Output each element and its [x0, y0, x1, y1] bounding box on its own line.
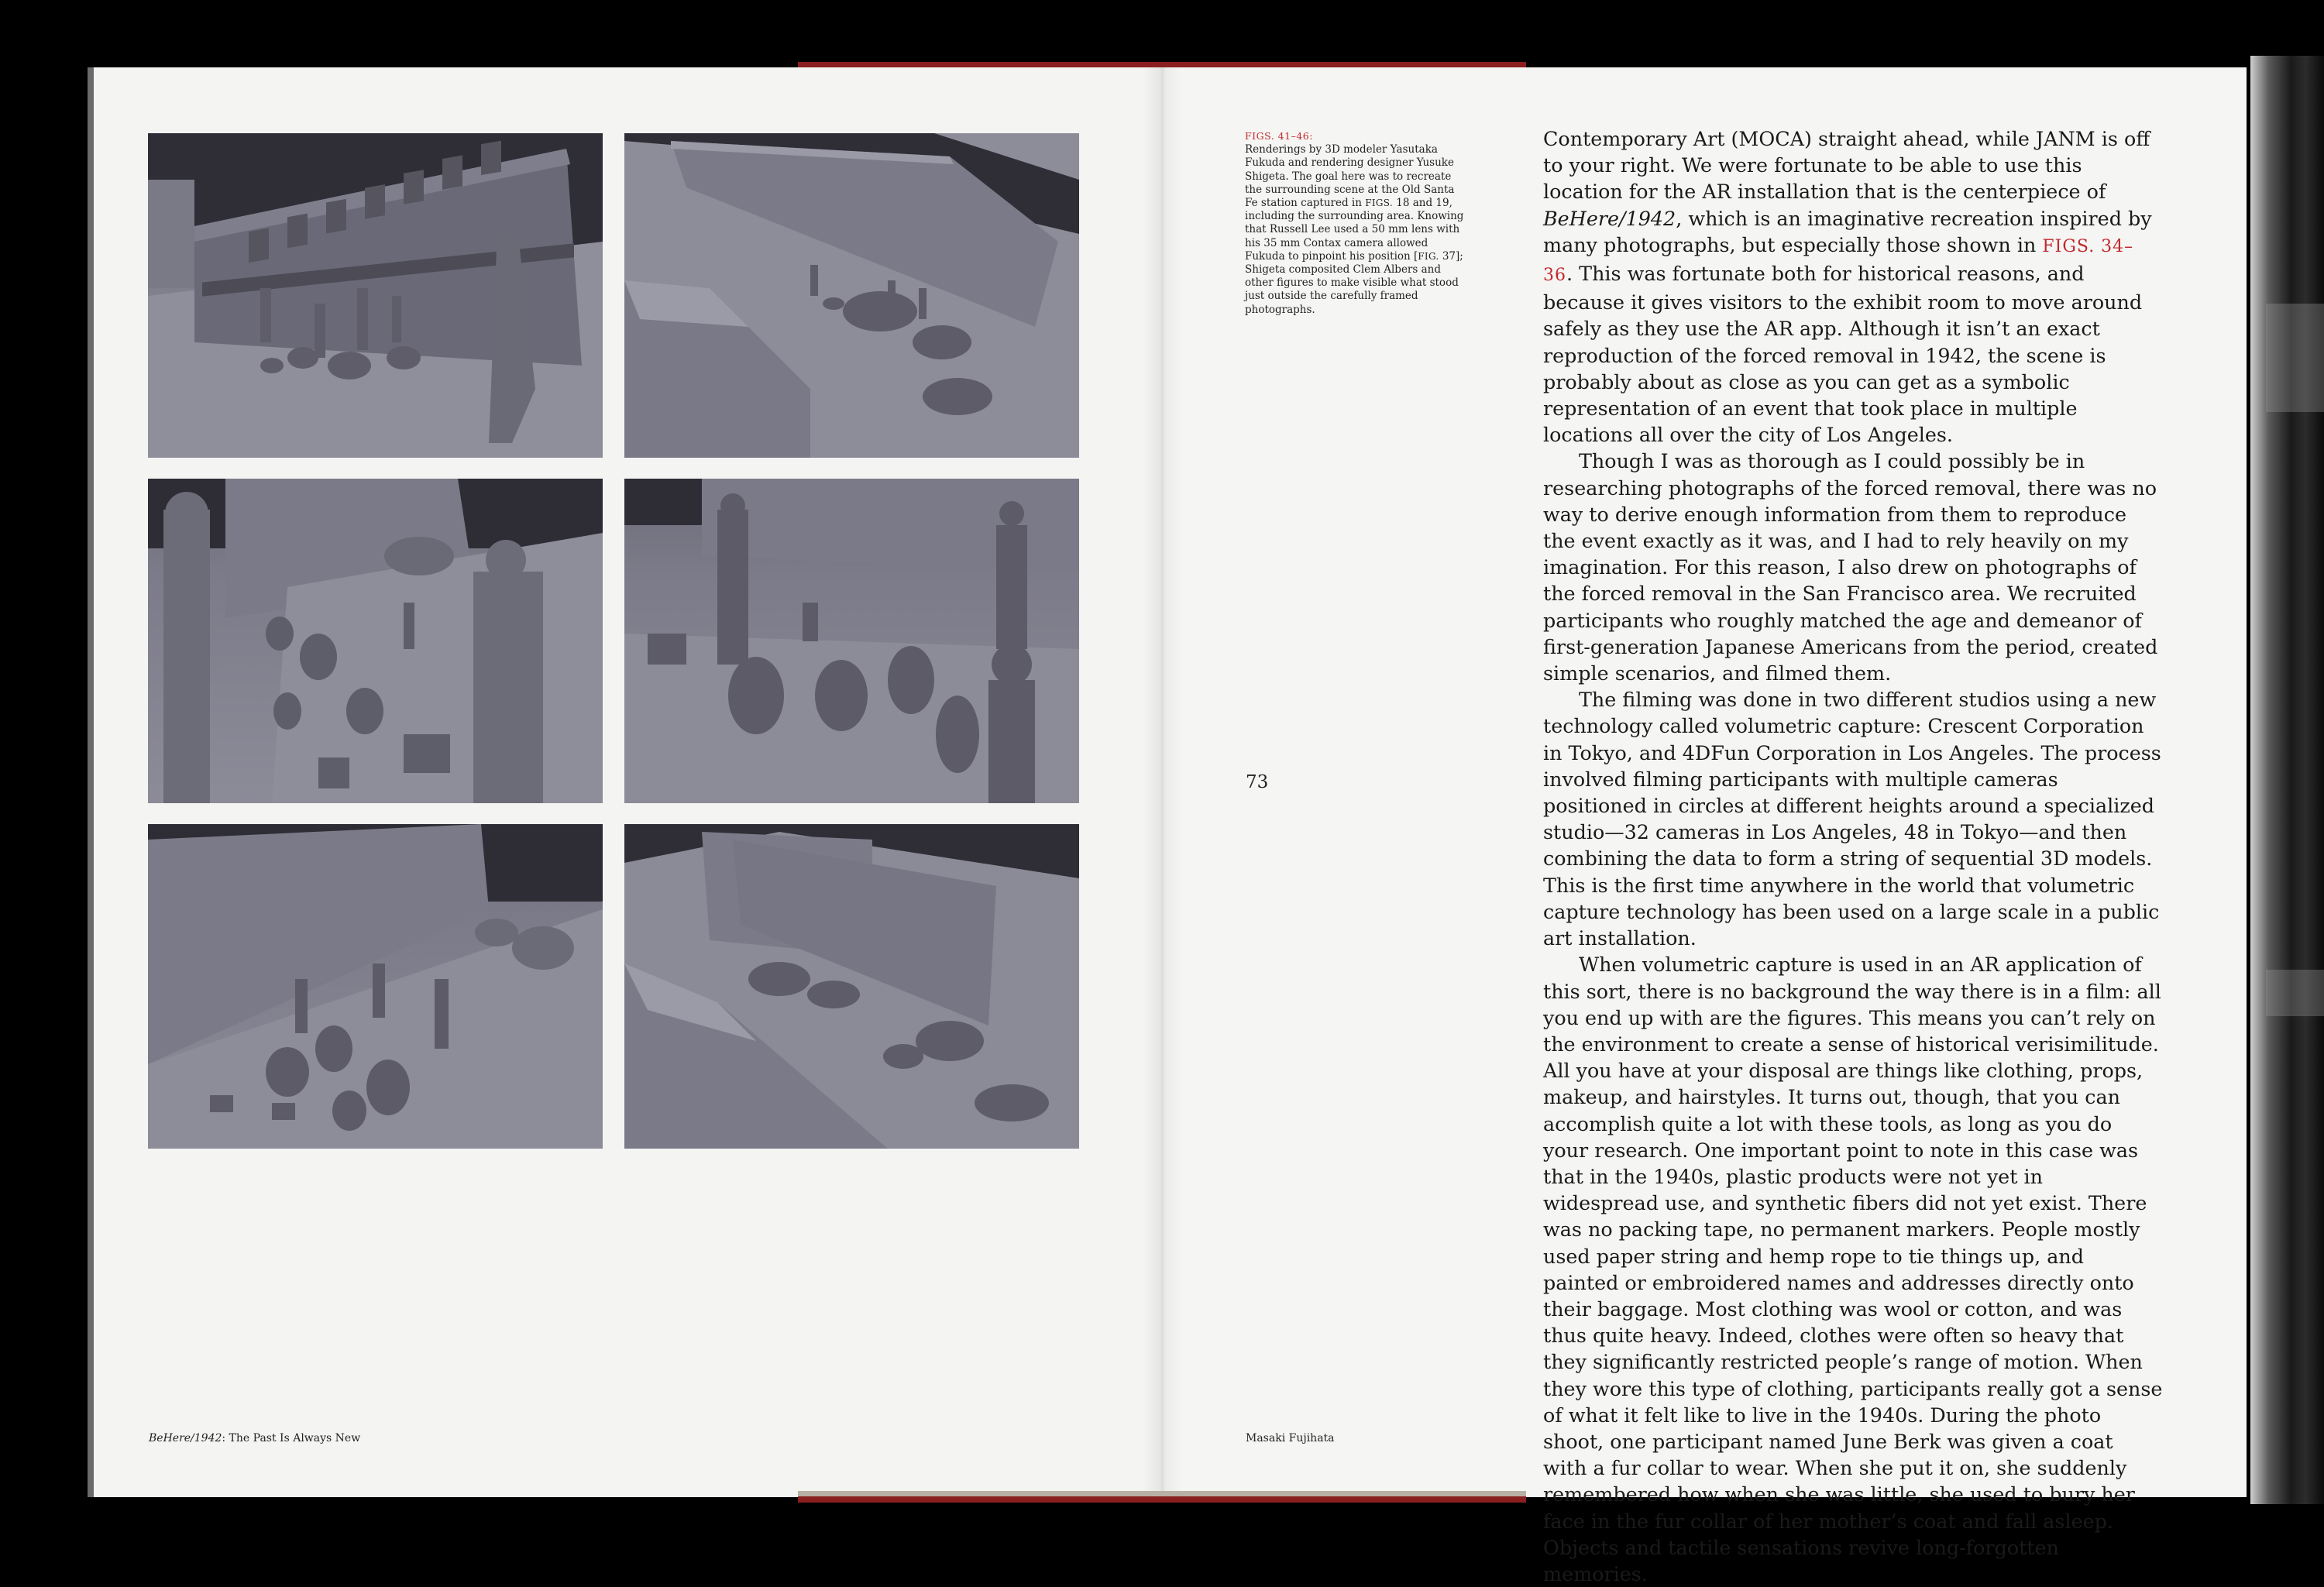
p1-part-b: , which is an imaginative recreation inspired by many photographs, but especially those shown in	[1543, 206, 2152, 256]
figure-render-1	[148, 133, 603, 458]
footer-right-author: Masaki Fujihata	[1246, 1432, 1335, 1444]
p1-figs-reference: FIGS. 34–36	[1543, 236, 2134, 286]
book-gutter	[1143, 67, 1181, 1497]
footer-left-running-head	[149, 1432, 360, 1444]
footer-book-title: BeHere/1942	[149, 1432, 222, 1444]
figure-render-3	[148, 479, 603, 803]
left-page-edge	[88, 67, 94, 1497]
figure-caption	[1245, 129, 1470, 317]
p1-part-a: Contemporary Art (MOCA) straight ahead, while JANM is off to your right. We were fortunate to be able to use this location for the AR installation that is the centerpiece of	[1543, 127, 2150, 204]
caption-text-1: Renderings by 3D modeler Yasutaka Fukuda and rendering designer Yusuke Shigeta. The goal here was to recreate the surrounding scene at the Old Santa Fe station captured in	[1245, 143, 1455, 210]
caption-text-2: 18 and 19, including the surrounding area. Knowing that Russell Lee used a 50 mm lens with his 35 mm Contax camera allowed Fukuda to pinpoint his position [	[1245, 197, 1464, 263]
next-page-edge	[2250, 56, 2324, 1504]
caption-figs-ref: FIGS.	[1365, 198, 1393, 209]
body-text	[1543, 125, 2163, 1587]
paragraph-4: When volumetric capture is used in an AR application of this sort, there is no background the way there is in a film: all you end up with are the figures. This means you can’t rely on the environment to create a sense of historical verisimilitude. All you have at your disposal are things like clothing, props, makeup, and hairstyles. It turns out, though, that you can accomplish quite a lot with these tools, as long as you do your research. One important point to note in this case was that in the 1940s, plastic products were not yet in widespread use, and synthetic fibers did not yet exist. There was no packing tape, no permanent markers. People mostly used paper string and hemp rope to tie things up, and painted or embroidered names and addresses directly onto their baggage. Most clothing was wool or cotton, and was thus quite heavy. Indeed, clothes were often so heavy that they significantly restricted people’s range of motion. When they wore this type of clothing, participants really got a sense of what it felt like to live in the 1940s. During the photo shoot, one participant named June Berk was given a coat with a fur collar to wear. When she put it on, she suddenly remembered how when she was little, she used to bury her face in the fur collar of her mother’s coat and fall asleep. Objects and tactile sensations revive long-forgotten memories.	[1543, 953, 2163, 1585]
figure-render-6	[624, 824, 1079, 1149]
caption-text-3: 37]; Shigeta composited Clem Albers and other figures to make visible what stood just outside the carefully framed photographs.	[1245, 249, 1463, 316]
figure-render-4	[624, 479, 1079, 803]
p1-title: BeHere/1942	[1543, 206, 1676, 230]
caption-figs-label: FIGS. 41–46:	[1245, 130, 1313, 142]
paragraph-3: The filming was done in two different studios using a new technology called volumetric capture: Crescent Corporation in Tokyo, and 4DFun Corporation in Los Angeles. The process involved filming participants with multiple cameras positioned in circles at different heights around a specialized studio—32 cameras in Los Angeles, 48 in Tokyo—and then combining the data to form a string of sequential 3D models. This is the first time anywhere in the world that volumetric capture technology has been used on a large scale in a public art installation.	[1543, 688, 2161, 950]
footer-subtitle: : The Past Is Always New	[222, 1432, 361, 1444]
p1-part-c: . This was fortunate both for historical reasons, and because it gives visitors to the exhibit room to move around safely as they use the AR app. Although it isn’t an exact reproduction of the forced removal in 1942, the scene is probably about as close as you can get as a symbolic representation of an event that took place in multiple locations all over the city of Los Angeles.	[1543, 262, 2143, 447]
figure-render-2	[624, 133, 1079, 458]
caption-fig-ref: FIG.	[1418, 250, 1439, 262]
figure-render-5	[148, 824, 603, 1149]
page-number: 73	[1246, 772, 1269, 792]
book-edge-bottom-red	[798, 1496, 1526, 1503]
paragraph-1	[1543, 125, 2163, 448]
paragraph-2: Though I was as thorough as I could possibly be in researching photographs of the forced removal, there was no way to derive enough information from them to reproduce the event exactly as it was, and I had to rely heavily on my imagination. For this reason, I also drew on photographs of the forced removal in the San Francisco area. We recruited participants who roughly matched the age and demeanor of first-generation Japanese Americans from the period, created simple scenarios, and filmed them.	[1543, 449, 2158, 685]
